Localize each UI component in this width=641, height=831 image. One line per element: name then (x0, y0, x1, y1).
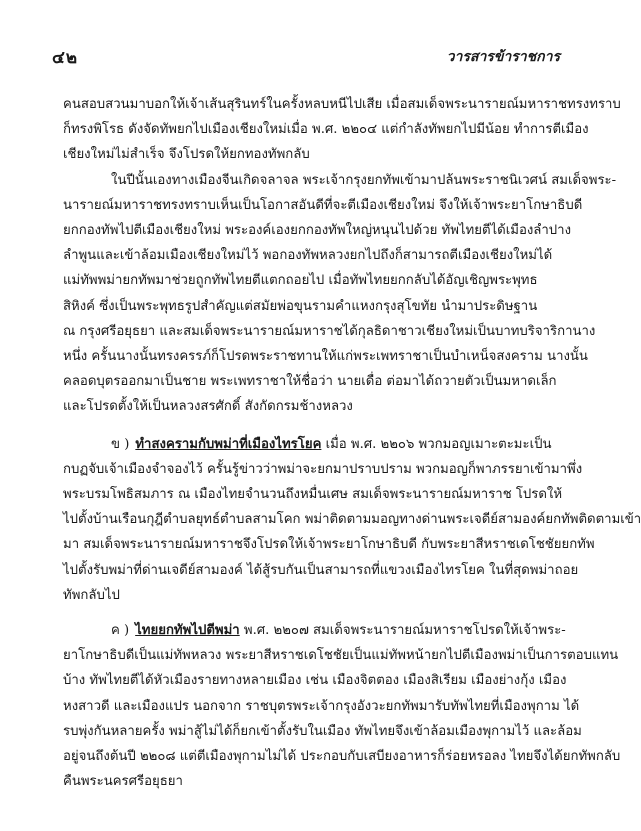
section-heading: ทำสงครามกับพม่าที่เมืองไทรโยค (135, 436, 322, 452)
text-line: ทัพกลับไป (63, 587, 120, 603)
text-line: คืนพระนครศรีอยุธยา (63, 774, 183, 790)
text-line: เชียงใหม่ไม่สำเร็จ จึงโปรดให้ยกทองทัพกลับ (63, 147, 310, 163)
text-line (63, 432, 571, 457)
text-line: สิหิงค์ ซึ่งเป็นพระพุทธรูปสำคัญแต่สมัยพ่อขุนรามคำแหงกรุงสุโขทัย นำมาประดิษฐาน (63, 298, 538, 314)
text-line: ณ กรุงศรีอยุธยา และสมเด็จพระนารายณ์มหาราชได้กุลธิดาชาวเชียงใหม่เป็นบาทบริจาริกานาง (63, 323, 596, 339)
text-line: มา สมเด็จพระนารายณ์มหาราชจึงโปรดให้เจ้าพระยาโกษาธิบดี กับพระยาสีหราชเดโชชัยยกทัพ (63, 537, 595, 553)
text-line-rest: เมื่อ พ.ศ. ๒๒๐๖ พวกมอญเมาะตะมะเป็น (321, 436, 552, 452)
text-line: คลอดบุตรออกมาเป็นชาย พระเพทราชาให้ชื่อว่า นายเดื่อ ต่อมาได้ถวายตัวเป็นมหาดเล็ก (63, 374, 557, 390)
text-line: ยาโกษาธิบดีเป็นแม่ทัพหลวง พระยาสีหราชเดโชชัยเป็นแม่ทัพหน้ายกไปตีเมืองพม่าเป็นการตอบแทน (63, 648, 619, 664)
page-number: ๔๒ (52, 48, 79, 68)
text-line: และโปรดตั้งให้เป็นหลวงสรศักดิ์ สังกัดกรมช้างหลวง (63, 399, 353, 415)
text-line: หนึ่ง ครั้นนางนั้นทรงครรภ์ก็โปรดพระราชทานให้แก่พระเพทราชาเป็นบำเหน็จสงคราม นางนั้น (63, 349, 588, 365)
section-heading: ไทยยกทัพไปตีพม่า (135, 623, 240, 639)
body-text (63, 92, 641, 794)
text-line: ในปีนั้นเองทางเมืองจีนเกิดจลาจล พระเจ้ากรุงยกทัพเข้ามาปล้นพระราชนิเวศน์ สมเด็จพระ- (111, 172, 617, 188)
text-line: หงสาวดี และเมืองแปร นอกจาก ราชบุตรพระเจ้ากรุงอังวะยกทัพมารับทัพไทยที่เมืองพุกาม ได้ (63, 698, 580, 714)
text-line: คนสอบสวนมาบอกให้เจ้าเส้นสุรินทร์ในครั้งหลบหนีไปเสีย เมื่อสมเด็จพระนารายณ์มหาราชทรงทราบ (63, 97, 621, 112)
paragraph-3 (63, 432, 641, 608)
text-line: กบฏจับเจ้าเมืองจำจองไว้ ครั้นรู้ข่าวว่าพม่าจะยกมาปราบปราม พวกมอญก็พาภรรยาเข้ามาพึ่ง (63, 461, 583, 477)
text-line: ไปตั้งบ้านเรือนกุฎีตำบลยุทธ์ตำบลสามโคก พม่าติดตามมอญทางด่านพระเจดีย์สามองค์ยกทัพติดตามเข้า (63, 512, 641, 528)
text-line (63, 618, 571, 643)
paragraph-1 (63, 92, 621, 168)
paragraph-4 (63, 618, 621, 794)
text-line: ลำพูนและเข้าล้อมเมืองเชียงใหม่ไว้ พอกองทัพหลวงยกไปถึงก็สามารถตีเมืองเชียงใหม่ได้ (63, 248, 553, 264)
text-line: รบพุ่งกันหลายครั้ง พม่าสู้ไม่ได้ก็ยกเข้าตั้งรับในเมือง ทัพไทยจึงเข้าล้อมเมืองพุกามไว้ และล้อม (63, 723, 582, 739)
section-marker: ข ) (111, 436, 130, 452)
text-line: อยู่จนถึงต้นปี ๒๒๐๘ แต่ตีเมืองพุกามไม่ได้ ประกอบกับเสบียงอาหารก็ร่อยหรอลง ไทยจึงได้ยกทัพกลับ (63, 749, 621, 765)
text-line-rest: พ.ศ. ๒๒๐๗ สมเด็จพระนารายณ์มหาราชโปรดให้เจ้าพระ- (239, 623, 566, 639)
running-title: วารสารข้าราชการ (446, 49, 560, 65)
text-line: พระบรมโพธิสมภาร ณ เมืองไทยจำนวนถึงหมื่นเศษ สมเด็จพระนารายณ์มหาราช โปรดให้ (63, 487, 563, 503)
text-line: ไปตั้งรับพม่าที่ด่านเจดีย์สามองค์ ได้สู้รบกันเป็นสามารถที่แขวงเมืองไทรโยค ในที่สุดพม่าถอย (63, 562, 579, 578)
text-line: บ้าง ทัพไทยตีได้หัวเมืองรายทางหลายเมือง เช่น เมืองจิตตอง เมืองสิเรียม เมืองย่างกุ้ง เมือง (63, 673, 567, 689)
paragraph-2 (63, 168, 617, 420)
text-line: แม่ทัพพม่ายกทัพมาช่วยถูกทัพไทยตีแตกถอยไป เมื่อทัพไทยยกกลับได้อัญเชิญพระพุทธ (63, 273, 538, 289)
page-header (52, 44, 560, 66)
text-line: ยกกองทัพไปตีเมืองเชียงใหม่ พระองค์เองยกกองทัพใหญ่หนุนไปด้วย ทัพไทยตีได้เมืองลำปาง (63, 223, 572, 239)
section-marker: ค ) (111, 623, 130, 639)
text-line: ก็ทรงพิโรธ ดังจัดทัพยกไปเมืองเชียงใหม่เมื่อ พ.ศ. ๒๒๐๔ แต่กำลังทัพยกไปมีน้อย ทำการตีเมือง (63, 122, 589, 138)
text-line: นารายณ์มหาราชทรงทราบเห็นเป็นโอกาสอันดีที่จะตีเมืองเชียงใหม่ จึงให้เจ้าพระยาโกษาธิบดี (63, 197, 583, 213)
